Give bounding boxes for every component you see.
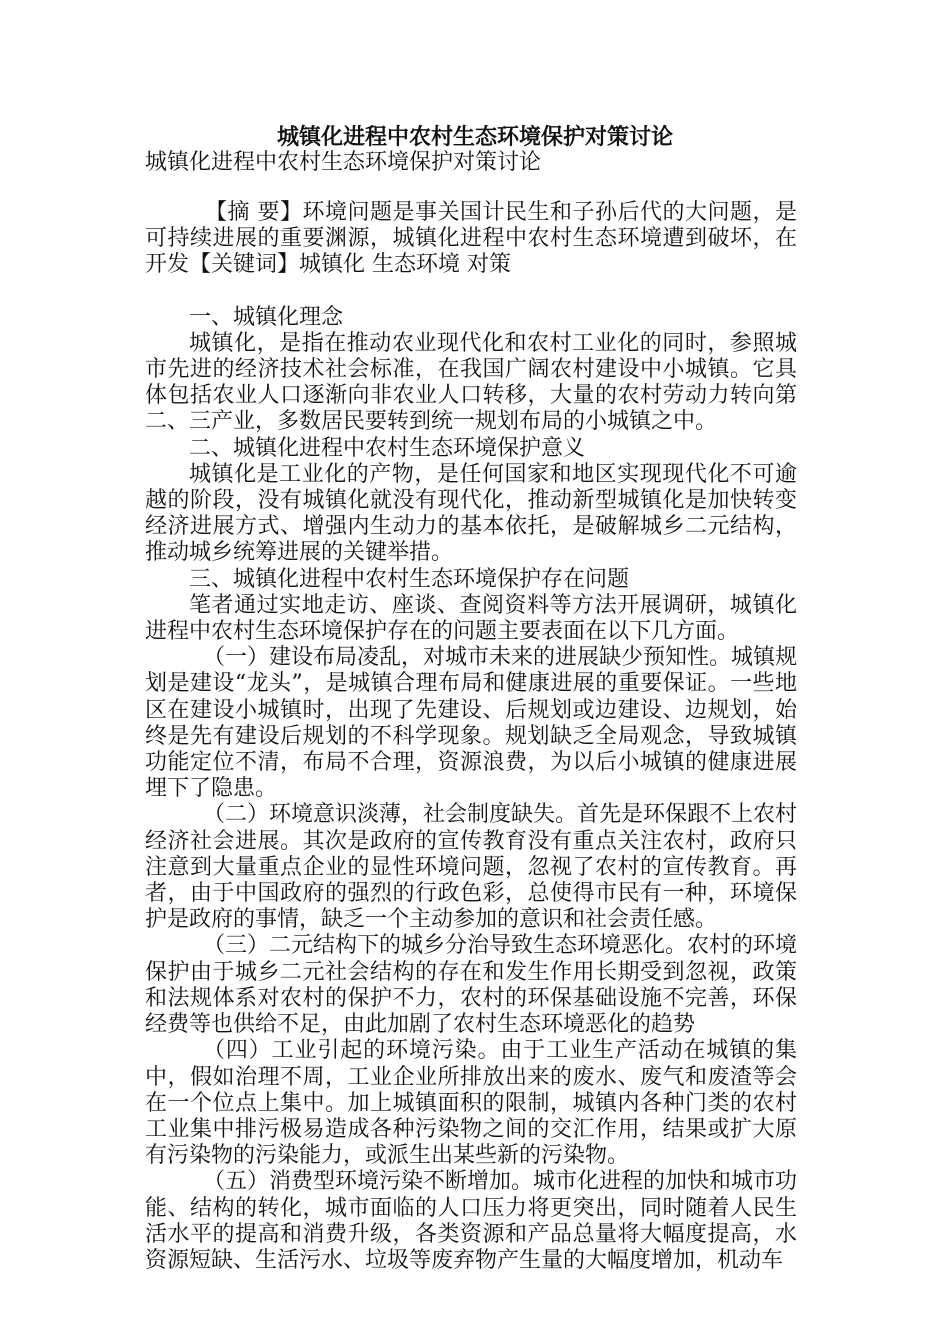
- section-1-paragraph: 城镇化，是指在推动农业现代化和农村工业化的同时，参照城市先进的经济技术社会标准，在我国广阔农村建设中小城镇。它具体包括农业人口逐渐向非农业人口转移，大量的农村劳动力转向第二、三产业，多数居民要转到统一规划布局的小城镇之中。: [145, 330, 797, 435]
- problem-item-4: （四）工业引起的环境污染。由于工业生产活动在城镇的集中，假如治理不周，工业企业所排放出来的废水、废气和废渣等会在一个位点上集中。加上城镇面积的限制，城镇内各种门类的农村工业集中排污极易造成各种污染物之间的交汇作用，结果或扩大原有污染物的污染能力，或派生出某些新的污染物。: [145, 1038, 797, 1169]
- section-2-paragraph: 城镇化是工业化的产物，是任何国家和地区实现现代化不可逾越的阶段，没有城镇化就没有现代化，推动新型城镇化是加快转变经济进展方式、增强内生动力的基本依托，是破解城乡二元结构，推动城乡统筹进展的关键举措。: [145, 461, 797, 566]
- section-heading-2: 二、城镇化进程中农村生态环境保护意义: [189, 435, 586, 461]
- section-heading-1: 一、城镇化理念: [189, 304, 344, 330]
- document-subtitle: 城镇化进程中农村生态环境保护对策讨论: [145, 150, 542, 175]
- problem-item-3: （三）二元结构下的城乡分治导致生态环境恶化。农村的环境保护由于城乡二元社会结构的存在和发生作用长期受到忽视，政策和法规体系对农村的保护不力，农村的环保基础设施不完善，环保经费等也供给不足，由此加剧了农村生态环境恶化的趋势: [145, 933, 798, 1038]
- section-3-paragraph: 笔者通过实地走访、座谈、查阅资料等方法开展调研，城镇化进程中农村生态环境保护存在的问题主要表面在以下几方面。: [145, 592, 797, 645]
- problem-item-5: （五）消费型环境污染不断增加。城市化进程的加快和城市功能、结构的转化，城市面临的人口压力将更突出，同时随着人民生活水平的提高和消费升级，各类资源和产品总量将大幅度提高，水资源短缺、生活污水、垃圾等废弃物产生量的大幅度增加，机动车: [145, 1169, 798, 1273]
- section-heading-3: 三、城镇化进程中农村生态环境保护存在问题: [189, 566, 630, 592]
- document-body: [145, 200, 797, 1274]
- problem-item-1: （一）建设布局凌乱，对城市未来的进展缺少预知性。城镇规划是建设“龙头”，是城镇合理布局和健康进展的重要保证。一些地区在建设小城镇时，出现了先建设、后规划或边建设、边规划，始终是先有建设后规划的不科学现象。规划缺乏全局观念，导致城镇功能定位不清，布局不合理，资源浪费，为以后小城镇的健康进展埋下了隐患。: [145, 645, 798, 802]
- spacer: [145, 279, 797, 305]
- abstract-paragraph: 【摘 要】环境问题是事关国计民生和子孙后代的大问题，是可持续进展的重要渊源，城镇化进程中农村生态环境遭到破坏，在开发【关键词】城镇化 生态环境 对策: [145, 200, 797, 278]
- problem-item-2: （二）环境意识淡薄，社会制度缺失。首先是环保跟不上农村经济社会进展。其次是政府的宣传教育没有重点关注农村，政府只注意到大量重点企业的显性环境问题，忽视了农村的宣传教育。再者，由于中国政府的强烈的行政色彩，总使得市民有一种，环境保护是政府的事情，缺乏一个主动参加的意识和社会责任感。: [145, 802, 798, 933]
- document-title: 城镇化进程中农村生态环境保护对策讨论: [276, 124, 673, 150]
